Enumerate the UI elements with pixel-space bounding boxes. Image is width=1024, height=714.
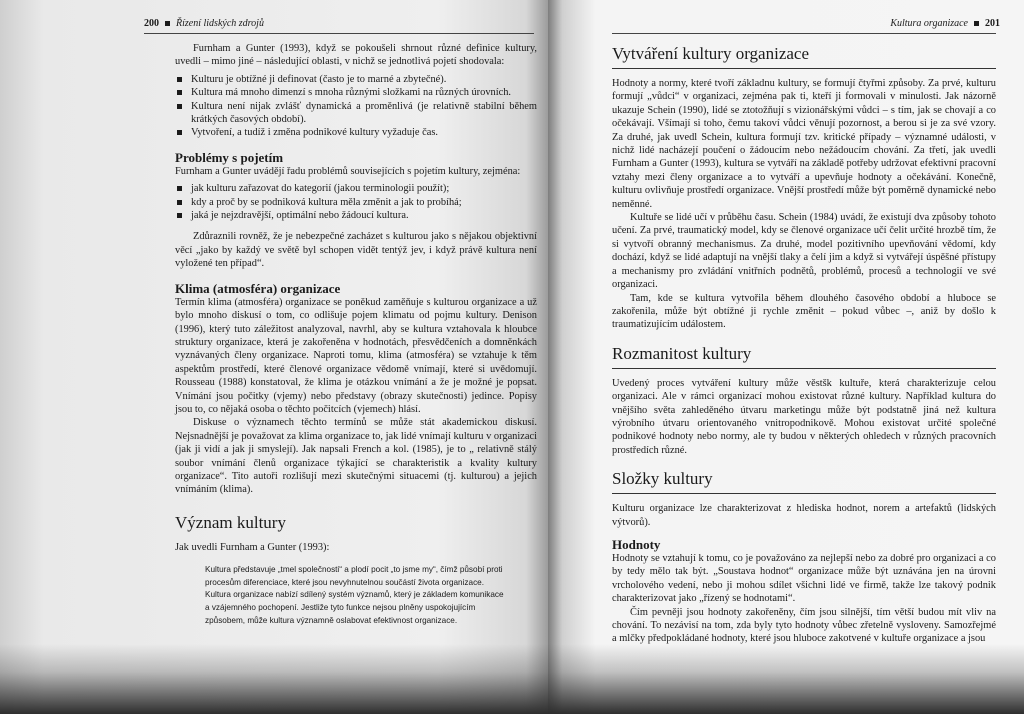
components-paragraph: Kulturu organizace lze charakterizovat z hlediska hodnot, norem a artefaktů (lidských výtvorů). [612,503,996,528]
climate-paragraph-1: Termín klima (atmosféra) organizace se poněkud zaměňuje s kulturou organizace a už bylo mnoho diskusí o tom, co odlišuje pojem klimatu od pojmu kultury. Denison (1996), který tuto záležitost analyzoval, navrhl, aby se kultura vztahovala k hloubce struktury organizace, která je zakořeněna v hodnotách, přesvědčeních a domněnkách vyznávaných členy organizace. Naproti tomu, klima (atmosféra) se vztahuje k těm aspektům prostředí, které členové organizace vědomě vnímají, které si uvědomují. Rousseau (1988) konstatoval, že klima je otázkou vnímání a že je možné je popsat. Vnímání jsou počitky (vjemy) nebo představy (obrazy skutečnosti) jedince. Popisy jsou to, co nějaká osoba o těchto počitcích (vjemech) hlásí. [175,296,537,415]
creation-paragraph-2: Kultuře se lidé učí v průběhu času. Schein (1984) uvádí, že existují dva způsoby tohoto učení. Za prvé, traumatický model, kdy se členové organizace učí čelit určité hrozbě tím, že si vytvoří obranný mechanismus. Za druhé, model pozitivního upevňování vědomí, kdy dochází, když se lidé adaptují na vnější tlaky a čelí jim a když si vytvářejí úspěšné přístupy a mechanismy pro zvládání vnitřních podnětů, problémů, procesů a technologií ve své organizaci. [612,212,996,291]
values-paragraph-2: Čím pevněji jsou hodnoty zakořeněny, čím jsou silnější, tím větší budou mít vliv na chování. To nezávisí na tom, zda byly tyto hodnoty vůbec zřetelně vysloveny. Samozřejmé a mlčky předpokládané hodnoty, které jsou hluboce zakotvené v kultuře organizace a jsou [612,606,996,645]
list-item: kdy a proč by se podniková kultura měla změnit a jak to probíhá; [175,196,537,209]
left-body [175,42,537,627]
definition-list [175,73,537,140]
meaning-heading: Význam kultury [175,512,286,532]
left-header-rule [144,33,534,34]
components-heading: Složky kultury [612,469,713,489]
right-running-title: Kultura organizace [890,18,968,29]
right-header-rule [612,33,996,34]
list-item: jak kulturu zařazovat do kategorií (jakou terminologii použít); [175,182,537,195]
climate-paragraph-2: Diskuse o významech těchto termínů se může stát akademickou diskusí. Nejsnadnější je považovat za klima organizace to, jak lidé vnímají kulturu v organizaci (jak ji vidí a jak ji smyslejí). Jak napsali French a kol. (1985), je to „ relativně stálý soubor vnímání členů organizace týkající se charakteristik a kvality kultury organizace“. Tito autoři rozlišují mezi skutečnými situacemi (tj. kulturou) a jejich vnímáním (klima). [175,417,537,496]
problems-intro: Furnham a Gunter uvádějí řadu problémů souvisejících s pojetím kultury, zejména: [175,165,521,177]
diversity-paragraph: Uvedený proces vytváření kultury může věstšk kultuře, která charakterizuje celou organizaci. Ale v rámci organizací mohou existovat různé kultury. Například kultura do vnějšího světa zahleděného útvaru marketingu může být podstatně jiná než kultura výrobního útvaru orientovaného vnitropodnikově. Mohou existovat určité společné podnikové hodnoty nebo normy, ale ty budou v některých ohledech v různých pracovních prostředích různé. [612,377,996,456]
right-running-head [890,18,1000,29]
values-heading: Hodnoty [612,536,661,552]
right-body [612,44,996,646]
intro-paragraph: Furnham a Gunter (1993), když se pokoušeli shrnout různé definice kultury, uvedli – mimo jiné – následující oblasti, v nichž se jednotlivá pojetí shodovala: [175,43,537,68]
section-rule [612,68,996,69]
square-bullet-icon [165,21,170,26]
creation-paragraph-1: Hodnoty a normy, které tvoří základnu kultury, se formují čtyřmi způsoby. Za prvé, kulturu formují „vůdci“ v organizaci, zejména pak ti, kteří ji formovali v minulosti. Jak názorně ukazuje Schein (1990), lidé se ztotožňují s vizionářskými vůdci – s tím, jak se chovají a co očekávají. Všímají si toho, čemu takoví vůdci věnují pozornost, a berou si je za své vzory. Za druhé, jak uvedl Schein, kultura formují tzv. kritické případy – významné události, v nichž lidé nacházejí poučení o žádoucím nebo nežádoucím chování. Za třetí, jak uvedli Furnham a Gunter (1993), kultura se vytváří na základě potřeby udržovat efektivní pracovní vztahy mezi členy organizace a to vytváří a upevňuje hodnoty a očekávání. Konečně, kulturu ovlivňuje prostředí organizace. Vnější prostředí může být poměrně dynamické nebo neměnné. [612,78,996,210]
list-item: jaká je nejzdravější, optimální nebo žádoucí kultura. [175,209,537,222]
problems-list [175,182,537,222]
quote-block: Kultura představuje „tmel společnosti“ a plodí pocit „to jsme my“, čímž působí proti procesům diferenciace, které jsou nevyhnutelnou součástí života organizace. Kultura organizace nabízí sdílený systém významů, který je základem komunikace a vzájemného pochopení. Jestliže tyto funkce nejsou plněny uspokojujícím způsobem, může kultura významně oslabovat efektivnost organizace. [205,565,504,625]
square-bullet-icon [974,21,979,26]
list-item: Kultura má mnoho dimenzí s mnoha různými složkami na různých úrovních. [175,86,537,99]
creation-heading: Vytváření kultury organizace [612,44,810,63]
problems-heading: Problémy s pojetím [175,149,284,165]
left-page-number: 200 [144,18,159,29]
section-rule [612,493,996,494]
diversity-heading: Rozmanitost kultury [612,343,752,363]
emphasis-paragraph: Zdůraznili rovněž, že je nebezpečné zacházet s kulturou jako s nějakou objektivní věcí „jako by každý ve světě byl schopen vidět tentýž jev, i když právě kultura není vyložené ten případ“. [175,231,537,270]
meaning-intro: Jak uvedli Furnham a Gunter (1993): [175,541,330,553]
section-rule [612,368,996,369]
list-item: Vytvoření, a tudíž i změna podnikové kultury vyžaduje čas. [175,126,537,139]
right-page [548,0,1024,714]
climate-heading: Klima (atmosféra) organizace [175,280,341,296]
left-running-head [144,18,264,29]
list-item: Kulturu je obtížné ji definovat (často je to marné a zbytečné). [175,73,537,86]
left-running-title: Řízení lidských zdrojů [176,18,264,29]
list-item: Kultura není nijak zvlášť dynamická a proměnlivá (je relativně stabilní během krátkých časových období). [175,100,537,127]
creation-paragraph-3: Tam, kde se kultura vytvořila během dlouhého časového období a hluboce se zakořenila, může být obtížné ji rychle změnit – pokud vůbec –, aniž by došlo k traumatizujícím událostem. [612,292,996,331]
values-paragraph-1: Hodnoty se vztahují k tomu, co je považováno za nejlepší nebo za dobré pro organizaci a co by tedy mělo tak být. „Soustava hodnot“ organizace může být uznávána jen na úrovni vrcholového vedení, nebo ji mohou sdílet všichni lidé ve firmě, takže lze takový podnik charakterizovat jako „řízený se hodnotami“. [612,552,996,605]
right-page-number: 201 [985,18,1000,29]
